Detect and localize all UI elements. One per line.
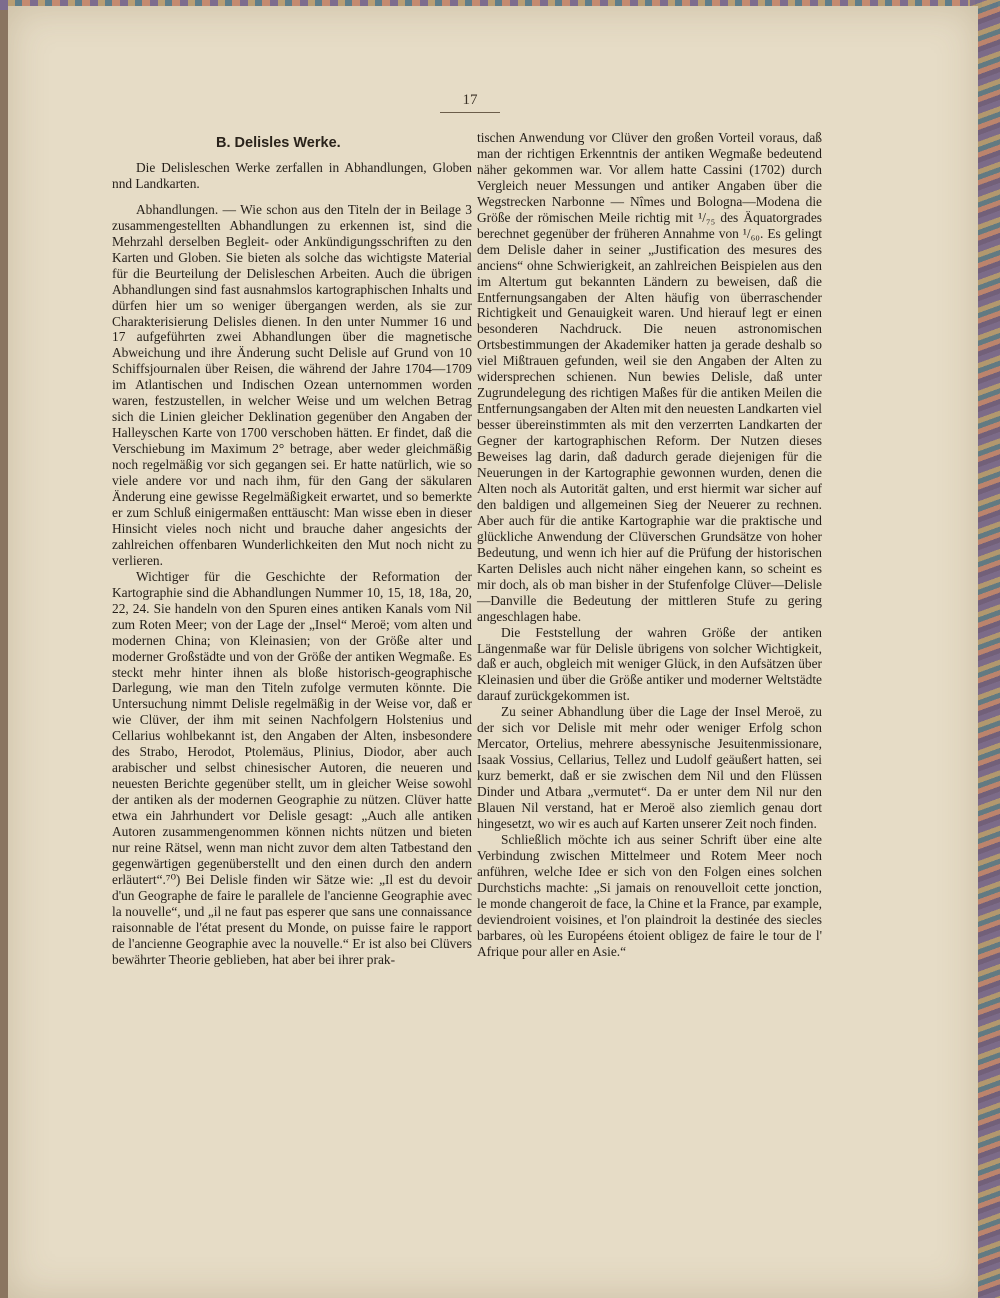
section-heading: B. Delisles Werke.	[216, 135, 341, 151]
paragraph: Abhandlungen. — Wie schon aus den Titeln der in Beilage 3 zusammengestellten Abhandlungen zu erkennen ist, sind die Mehrzahl derselben Begleit- oder Ankündigungsschriften zu den Karten und Globen. Sie bieten als solche das wichtigste Material für die Beurteilung der Delisleschen Arbeiten. Auch die übrigen Abhandlungen sind fast ausnahmslos kartographischen Inhalts und dürfen hier um so weniger übergangen werden, als sie zur Charakterisierung Delisles dienen. In den unter Nummer 16 und 17 aufgeführten zwei Abhandlungen über die magnetische Abweichung und ihre Änderung sucht Delisle auf Grund von 10 Schiffsjournalen über Reisen, die während der Jahre 1704—1709 im Atlantischen und Indischen Ozean unternommen worden waren, festzustellen, in welcher Weise und um welchen Betrag sich die Linien gleicher Deklination gegenüber den Angaben der Halleyschen Karte von 1700 verschoben hätten. Er findet, daß die Verschiebung im Maximum 2° betrage, aber weder gleichmäßig noch regelmäßig vor sich gegangen sei. Er hatte natürlich, wie so viele andere vor und nach ihm, für den Gang der säkularen Änderung eine gewisse Regelmäßigkeit erwartet, und so bemerkte er zum Schluß einigermaßen enttäuscht: Man wisse eben in dieser Hinsicht vieles noch nicht und brauche daher angesichts der zahlreichen offenbaren Wunderlichkeiten den Mut noch nicht zu verlieren.	[112, 201, 472, 568]
paragraph: tischen Anwendung vor Clüver den großen Vorteil voraus, daß man der richtigen Erkenntnis der antiken Wegmaße bedeutend näher gekommen war. Vor allem hatte Cassini (1702) durch Vergleich neuer Messungen und antiker Angaben über die Wegstrecken Narbonne — Nîmes und Bologna—Modena die Größe der römischen Meile richtig mit ¹/₇₅ des Äquatorgrades berechnet gegenüber der früheren Annahme von ¹/₆₀. Es gelingt dem Delisle daher in seiner „Justification des mesures des anciens“ ohne Schwierigkeit, an zahlreichen Beispielen aus den im Altertum gut bekannten Ländern zu beweisen, daß die Entfernungsangaben der Alten häufig von überraschender Richtigkeit und Genauigkeit waren. Und hierauf legt er einen besonderen Nachdruck. Die neuen astronomischen Ortsbestimmungen der Akademiker hatten ja gerade deshalb so viel Mißtrauen gefunden, weil sie den Angaben der Alten zu widersprechen schienen. Nun bewies Delisle, daß unter Zugrundelegung des richtigen Maßes für die antiken Meilen die Entfernungsangaben der Alten mit den neuesten Landkarten viel besser übereinstimmten als mit den verzerrten Landkarten der Gegner der kartographischen Reform. Der Nutzen dieses Beweises lag darin, daß dadurch gerade diejenigen für die Neuerungen in der Kartographie gewonnen wurden, denen die Alten noch als Autorität galten, und erst hiermit war sicher auf den baldigen und allgemeinen Sieg der Neuerer zu rechnen. Aber auch für die antike Kartographie war die praktische und glückliche Anwendung der Clüverschen Grundsätze von hoher Bedeutung, und wenn ich hier auf die Prüfung der historischen Karten Delisles auch nicht näher eingehen kann, so scheint es mir doch, als ob man bisher in der Stufenfolge Clüver—Delisle—Danville die Bedeutung der mittleren Stufe zu gering angeschlagen habe.	[477, 130, 822, 624]
left-column	[112, 130, 472, 968]
page-number-rule	[440, 112, 500, 113]
paragraph: Schließlich möchte ich aus seiner Schrift über eine alte Verbindung zwischen Mittelmeer und Rotem Meer noch anführen, welche Idee er sich von den Folgen eines solchen Durchstichs machte: „Si jamais on renouvelloit cette jonction, le monde changeroit de face, la Chine et la France, par example, deviendroient voisines, et l'on plaindroit la destinée des siecles barbares, où les Européens étoient obligez de faire le tour de l' Afrique pour aller en Asie.“	[477, 831, 822, 959]
page-number: 17	[462, 92, 478, 108]
right-column	[477, 130, 822, 960]
paragraph: Zu seiner Abhandlung über die Lage der Insel Meroë, zu der sich vor Delisle mit mehr oder weniger Erfolg schon Mercator, Ortelius, mehrere abessynische Jesuitenmissionare, Isaak Vossius, Cellarius, Tellez und Ludolf geäußert hatten, sei kurz bemerkt, daß er sie zwischen dem Nil und den Flüssen Dinder und Atbara „vermutet“. Da er unter dem Nil nur den Blauen Nil verstand, hat er Meroë also ziemlich genau dort hingesetzt, wo wir es auch auf Karten unserer Zeit noch finden.	[477, 704, 822, 831]
paragraph: Wichtiger für die Geschichte der Reformation der Kartographie sind die Abhandlungen Nummer 10, 15, 18, 18a, 20, 22, 24. Sie handeln von den Spuren eines antiken Kanals vom Nil zum Roten Meer; von der Lage der „Insel“ Meroë; vom alten und modernen China; von Kleinasien; von der Größe alter und moderner Großstädte und von der Größe der antiken Wegmaße. Es steckt mehr hinter ihnen als bloße historisch-geographische Darlegung, wie man den Titeln zufolge vermuten könnte. Die Untersuchung nimmt Delisle regelmäßig in der Weise vor, daß er wie Clüver, der ihm mit seinen Nachfolgern Holstenius und Cellarius wohlbekannt ist, den Angaben der Alten, insbesondere des Strabo, Herodot, Ptolemäus, Plinius, Diodor, aber auch arabischer und selbst chinesischer Autoren, die neueren und neuesten Berichte gegenüber stellt, um in gleicher Weise sowohl der antiken als der modernen Geographie zu nützen. Clüver hatte etwa ein Jahrhundert vor Delisle gesagt: „Auch alle antiken Autoren zusammengenommen können nichts nützen und bieten nur reine Rätsel, wenn man nicht zuvor dem alten Tatbestand den gegenwärtigen gegenüberstellt und den einen durch den andern erläutert“.⁷⁰) Bei Delisle finden wir Sätze wie: „Il est du devoir d'un Geographe de faire le parallele de l'ancienne Geographie avec la nouvelle“, und „il ne faut pas esperer que sans une connaissance raisonnable de l'état present du Monde, on puisse faire le rapport de l'ancienne Geographie avec la nouvelle.“ Er ist also bei Clüvers bewährter Theorie geblieben, hat aber bei ihrer prak-	[112, 568, 472, 967]
paragraph: Die Delisleschen Werke zerfallen in Abhandlungen, Globen nnd Landkarten.	[112, 159, 472, 191]
paragraph: Die Feststellung der wahren Größe der antiken Längenmaße war für Delisle übrigens von solcher Wichtigkeit, daß er auch, obgleich mit weniger Glück, in den Aufsätzen über Kleinasien und über die Größe antiker und moderner Weltstädte darauf zurückgekommen ist.	[477, 624, 822, 704]
